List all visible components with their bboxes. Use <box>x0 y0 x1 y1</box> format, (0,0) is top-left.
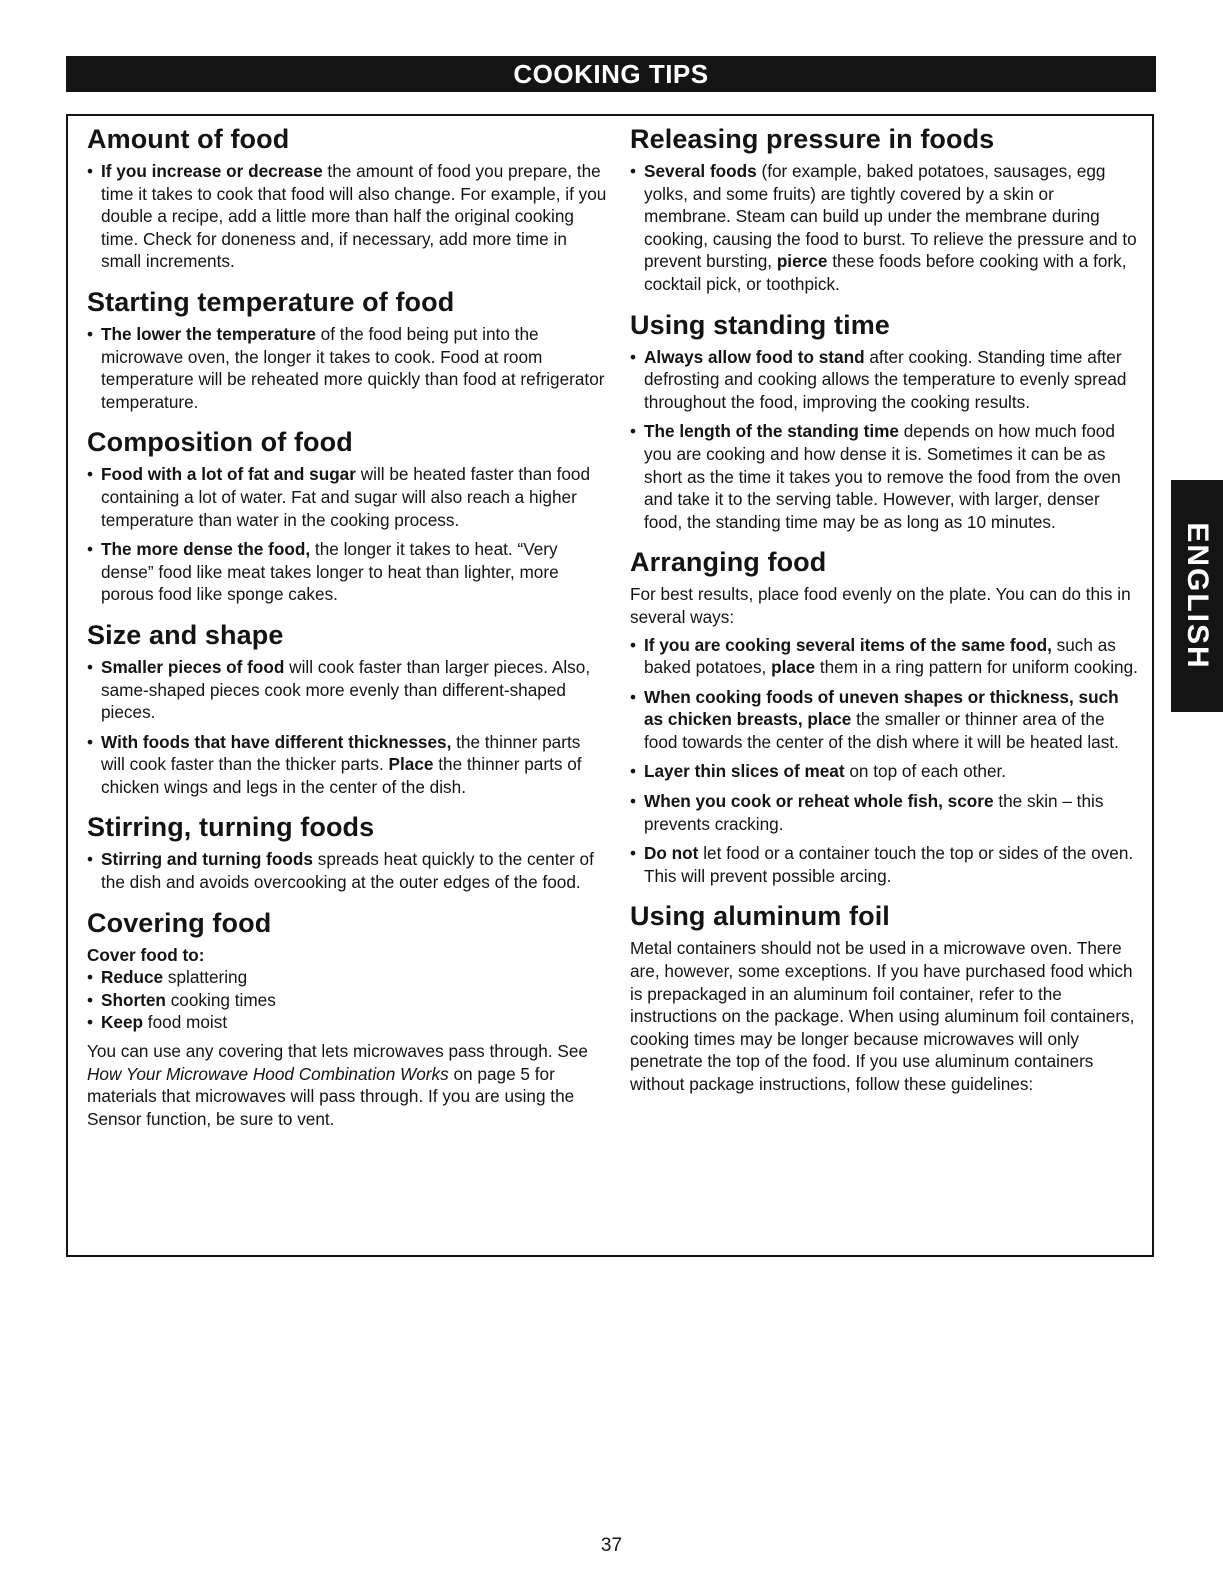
section-heading: Arranging food <box>630 547 827 578</box>
list-item <box>87 656 607 724</box>
item-text: spreads heat quickly to the center of the dish and avoids overcooking at the outer edges of the food. <box>101 849 594 893</box>
bullet-list <box>87 463 607 606</box>
bold-inline: pierce <box>776 251 828 272</box>
page-header <box>66 56 1156 92</box>
section-heading: Covering food <box>87 907 272 938</box>
section-heading: Starting temperature of food <box>87 286 455 317</box>
bold-lead: Do not <box>644 843 699 864</box>
paragraph: Metal containers should not be used in a microwave oven. There are, however, some exceptions. If you have purchased food which is prepackaged in an aluminum foil container, refer to the instructions on the package. When using aluminum foil containers, cooking times may be longer because microwaves will only penetrate the top of the food. If you use aluminum containers without package instructions, follow these guidelines: <box>630 938 1135 1094</box>
bullet-list <box>87 848 607 893</box>
list-item <box>87 323 607 413</box>
bullet-list <box>87 160 607 273</box>
item-text: these foods before cooking with a fork, cocktail pick, or toothpick. <box>644 251 1127 294</box>
list-item <box>87 966 607 989</box>
left-column <box>87 122 607 1142</box>
section-size-and-shape <box>87 618 607 799</box>
bold-lead: Shorten <box>101 989 166 1010</box>
list-item <box>87 848 607 893</box>
list-item <box>630 634 1140 679</box>
section-arranging-food <box>630 545 1140 887</box>
section-heading: Releasing pressure in foods <box>630 124 995 154</box>
section-stirring <box>87 810 607 893</box>
list-item <box>630 420 1140 533</box>
bold-inline: place <box>771 657 816 678</box>
item-text: will be heated faster than food containing a lot of water. Fat and sugar will also reach a higher temperature than water in the cooking process. <box>101 464 591 530</box>
section-composition <box>87 425 607 606</box>
section-starting-temperature <box>87 285 607 413</box>
item-text: such as baked potatoes, <box>644 634 1116 678</box>
bold-lead: The length of the standing time <box>644 421 899 442</box>
bullet-list <box>630 634 1140 888</box>
bold-lead: When cooking foods of uneven shapes or thickness, such as chicken breasts, place <box>644 686 1119 730</box>
section-aluminum-foil <box>630 899 1140 1095</box>
bold-lead: Keep <box>101 1012 144 1033</box>
item-text: the smaller or thinner area of the food towards the center of the dish where it will be heated last. <box>644 709 1119 752</box>
bold-lead: Reduce <box>101 967 164 988</box>
item-text: after cooking. Standing time after defrosting and cooking allows the temperature to evenly spread throughout the food, improving the cooking results. <box>644 346 1127 412</box>
bullet-list <box>87 323 607 413</box>
bold-lead: If you increase or decrease <box>101 161 323 181</box>
item-text: depends on how much food you are cooking and how dense it is. Sometimes it can be as short as the time it takes you to remove the food from the oven and take it to the serving table. However, with larger, denser food, the standing time may be as long as 10 minutes. <box>644 421 1121 532</box>
item-text: the thinner parts of chicken wings and legs in the center of the dish. <box>101 754 582 797</box>
list-item <box>630 790 1140 835</box>
bold-lead: The lower the temperature <box>101 323 316 344</box>
paragraph: For best results, place food evenly on the plate. You can do this in several ways: <box>630 584 1131 627</box>
bold-lead: If you are cooking several items of the same food, <box>644 634 1052 655</box>
bold-lead: The more dense the food, <box>101 539 311 560</box>
list-item <box>87 1011 607 1034</box>
item-text: (for example, baked potatoes, sausages, egg yolks, and some fruits) are tightly covered by a skin or membrane. Steam can build up under the membrane during cooking, causing the food to burst. To relieve the pressure and to prevent bursting, <box>644 161 1137 272</box>
bold-lead: When you cook or reheat whole fish, score <box>644 791 994 812</box>
section-heading: Composition of food <box>87 427 353 458</box>
bold-lead: Stirring and turning foods <box>101 849 313 870</box>
bold-lead: Always allow food to stand <box>644 346 865 367</box>
item-text: the amount of food you prepare, the time it takes to cook that food will also change. For example, if you double a recipe, add a little more than half the original cooking time. Check for doneness and, if necessary, add more time in small increments. <box>101 161 607 272</box>
section-amount-of-food <box>87 122 607 273</box>
list-item <box>630 842 1140 887</box>
list-item <box>87 989 607 1012</box>
bold-lead: With foods that have different thicknesses, <box>101 731 452 752</box>
list-item <box>630 346 1140 414</box>
paragraph <box>87 1040 607 1130</box>
item-text: splattering <box>163 967 248 988</box>
list-item <box>630 686 1140 754</box>
section-releasing-pressure <box>630 122 1140 296</box>
paragraph-text: You can use any covering that lets microwaves pass through. See <box>87 1041 588 1062</box>
bold-lead: Food with a lot of fat and sugar <box>101 464 356 485</box>
italic-reference: How Your Microwave Hood Combination Works <box>87 1063 449 1084</box>
list-item <box>87 731 607 799</box>
paragraph-text: on page 5 for materials that microwaves will pass through. If you are using the Sensor function, be sure to vent. <box>87 1063 575 1129</box>
section-covering-food <box>87 906 607 1131</box>
item-text: the skin – this prevents cracking. <box>644 791 1104 834</box>
section-heading: Size and shape <box>87 619 284 650</box>
bullet-list <box>87 656 607 799</box>
item-text: the longer it takes to heat. “Very dense” food like meat takes longer to heat than lighter, more porous food like sponge cakes. <box>101 539 559 605</box>
bullet-list <box>87 966 607 1034</box>
bullet-list <box>630 346 1140 534</box>
list-item <box>630 160 1140 296</box>
section-heading: Amount of food <box>87 124 290 154</box>
bold-lead: Layer thin slices of meat <box>644 761 845 782</box>
bold-lead: Several foods <box>644 161 757 181</box>
item-text: of the food being put into the microwave oven, the longer it takes to cook. Food at room temperature will be reheated more quickly than food at refrigerator temperature. <box>101 323 605 412</box>
item-text: let food or a container touch the top or sides of the oven. This will prevent possible arcing. <box>644 843 1134 886</box>
section-heading: Using standing time <box>630 309 890 340</box>
bold-inline: Place <box>388 754 434 775</box>
item-text: cooking times <box>165 989 276 1010</box>
language-tab <box>1171 480 1223 712</box>
item-text: them in a ring pattern for uniform cooking. <box>815 657 1138 678</box>
section-heading: Using aluminum foil <box>630 901 890 932</box>
right-column <box>630 122 1140 1108</box>
bullet-list <box>630 160 1140 296</box>
section-heading: Stirring, turning foods <box>87 812 375 843</box>
section-standing-time <box>630 308 1140 534</box>
bold-lead: Smaller pieces of food <box>101 656 285 677</box>
item-text: on top of each other. <box>844 761 1007 782</box>
item-text: will cook faster than larger pieces. Also, same-shaped pieces cook more evenly than different-shaped pieces. <box>101 656 591 723</box>
list-item <box>87 538 607 606</box>
subheading: Cover food to: <box>87 944 205 965</box>
list-item <box>87 463 607 531</box>
list-item <box>630 760 1140 783</box>
page-number: 37 <box>600 1535 623 1556</box>
item-text: the thinner parts will cook faster than the thicker parts. <box>101 731 581 775</box>
list-item <box>87 160 607 273</box>
item-text: food moist <box>143 1012 228 1033</box>
language-tab-label: ENGLISH <box>1181 522 1214 670</box>
page-title: COOKING TIPS <box>513 59 709 89</box>
